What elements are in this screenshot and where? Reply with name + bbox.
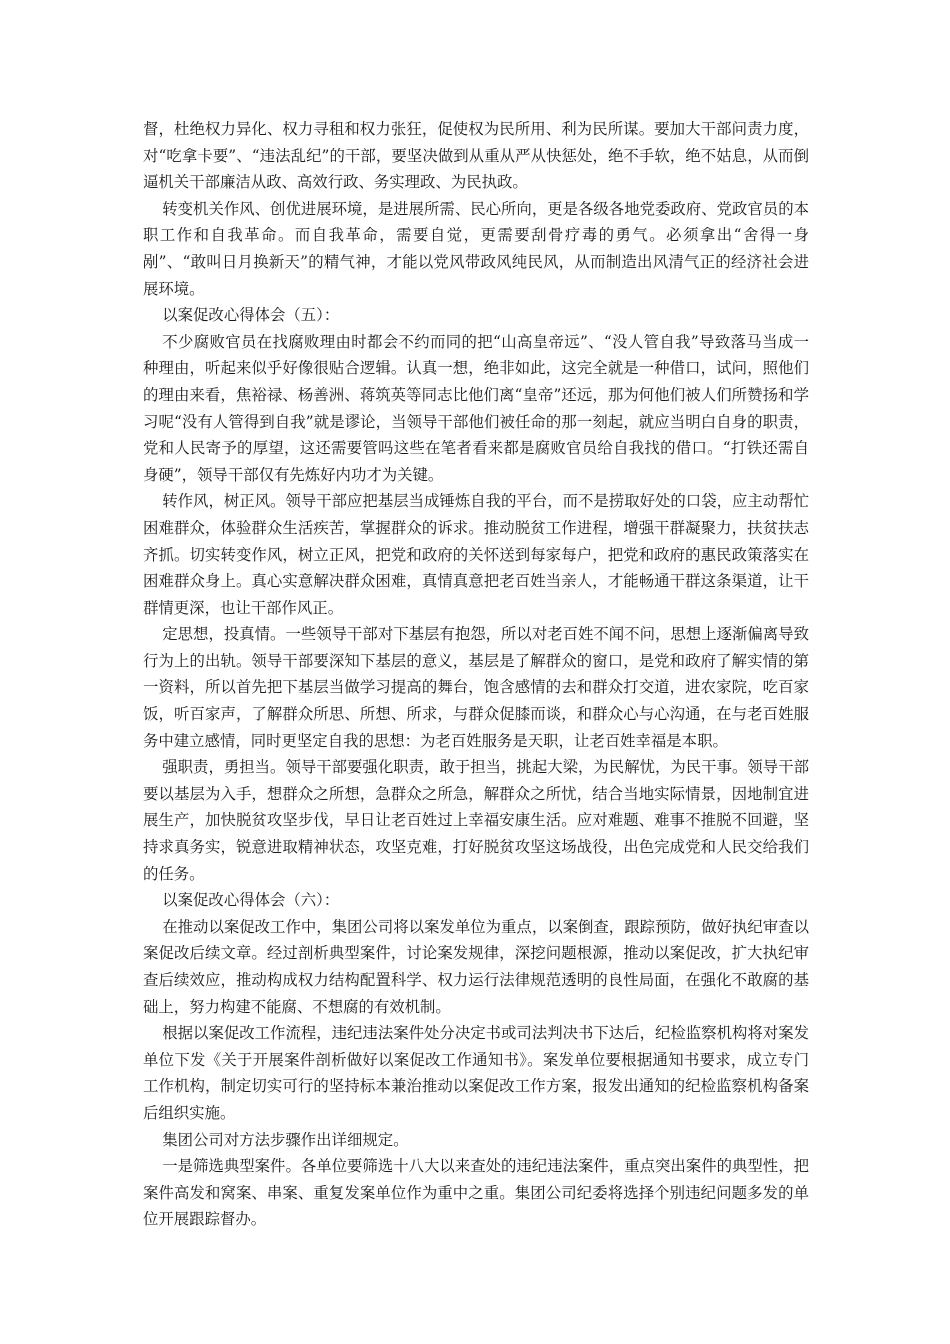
document-page — [143, 116, 809, 1233]
paragraph-body: 强职责，勇担当。领导干部要强化职责，敢于担当，挑起大梁，为民解忧，为民干事。领导干部要以基层为入手，想群众之所想，急群众之所急，解群众之所忧，结合当地实际情景，因地制宜进展生产，加快脱贫攻坚步伐，早日让老百姓过上幸福安康生活。应对难题、难事不推脱不回避，坚持求真务实，锐意进取精神状态，攻坚克难，打好脱贫攻坚这场战役，出色完成党和人民交给我们的任务。 — [143, 758, 809, 883]
paragraph-body: 转作风，树正风。领导干部应把基层当成锤炼自我的平台，而不是捞取好处的口袋，应主动帮忙困难群众，体验群众生活疾苦，掌握群众的诉求。推动脱贫工作进程，增强干群凝聚力，扶贫扶志齐抓。切实转变作风，树立正风，把党和政府的关怀送到每家每户，把党和政府的惠民政策落实在困难群众身上。真心实意解决群众困难，真情真意把老百姓当亲人，才能畅通干群这条渠道，让干群情更深，也让干部作风正。 — [143, 492, 809, 617]
paragraph-body: 转变机关作风、创优进展环境，是进展所需、民心所向，更是各级各地党委政府、党政官员的本职工作和自我革命。而自我革命，需要自觉，更需要刮骨疗毒的勇气。必须拿出“舍得一身剐”、“敢叫日月换新天”的精气神，才能以党风带政风纯民风，从而制造出风清气正的经济社会进展环境。 — [143, 199, 809, 298]
paragraph-continuation: 督，杜绝权力异化、权力寻租和权力张狂，促使权为民所用、利为民所谋。要加大干部问责力度，对“吃拿卡要”、“违法乱纪”的干部，要坚决做到从重从严从快惩处，绝不手软，绝不姑息，从而倒逼机关干部廉洁从政、高效行政、务实理政、为民执政。 — [143, 120, 809, 192]
paragraph-body: 不少腐败官员在找腐败理由时都会不约而同的把“山高皇帝远”、“没人管自我”导致落马当成一种理由，听起来似乎好像很贴合逻辑。认真一想，绝非如此，这完全就是一种借口，试问，照他们的理由来看，焦裕禄、杨善洲、蒋筑英等同志比他们离“皇帝”还远，那为何他们被人们所赞扬和学习呢“没有人管得到自我”就是谬论，当领导干部他们被任命的那一刻起，就应当明白自身的职责，党和人民寄予的厚望，这还需要管吗这些在笔者看来都是腐败官员给自我找的借口。“打铁还需自身硬”，领导干部仅有先炼好内功才为关键。 — [143, 332, 809, 484]
paragraph-body: 一是筛选典型案件。各单位要筛选十八大以来查处的违纪违法案件，重点突出案件的典型性，把案件高发和窝案、串案、重复发案单位作为重中之重。集团公司纪委将选择个别违纪问题多发的单位开展跟踪督办。 — [143, 1157, 809, 1229]
paragraph-body: 集团公司对方法步骤作出详细规定。 — [162, 1130, 409, 1149]
paragraph-body: 在推动以案促改工作中，集团公司将以案发单位为重点，以案倒查，跟踪预防，做好执纪审查以案促改后续文章。经过剖析典型案件，讨论案发规律，深挖问题根源，推动以案促改，扩大执纪审查后续效应，推动构成权力结构配置科学、权力运行法律规范透明的良性局面，在强化不敢腐的基础上，努力构建不能腐、不想腐的有效机制。 — [143, 917, 809, 1016]
paragraph-body: 定思想，投真情。一些领导干部对下基层有抱怨，所以对老百姓不闻不问，思想上逐渐偏离导致行为上的出轨。领导干部要深知下基层的意义，基层是了解群众的窗口，是党和政府了解实情的第一资料，所以首先把下基层当做学习提高的舞台，饱含感情的去和群众打交道，进农家院，吃百家饭，听百家声，了解群众所思、所想、所求，与群众促膝而谈，和群众心与心沟通，在与老百姓服务中建立感情，同时更坚定自我的思想：为老百姓服务是天职，让老百姓幸福是本职。 — [143, 625, 809, 750]
section-heading-6: 以案促改心得体会（六）： — [162, 891, 340, 910]
paragraph-body: 根据以案促改工作流程，违纪违法案件处分决定书或司法判决书下达后，纪检监察机构将对案发单位下发《关于开展案件剖析做好以案促改工作通知书》。案发单位要根据通知书要求，成立专门工作机构，制定切实可行的坚持标本兼治推动以案促改工作方案，报发出通知的纪检监察机构备案后组织实施。 — [143, 1024, 809, 1122]
section-heading-5: 以案促改心得体会（五）： — [162, 306, 340, 325]
